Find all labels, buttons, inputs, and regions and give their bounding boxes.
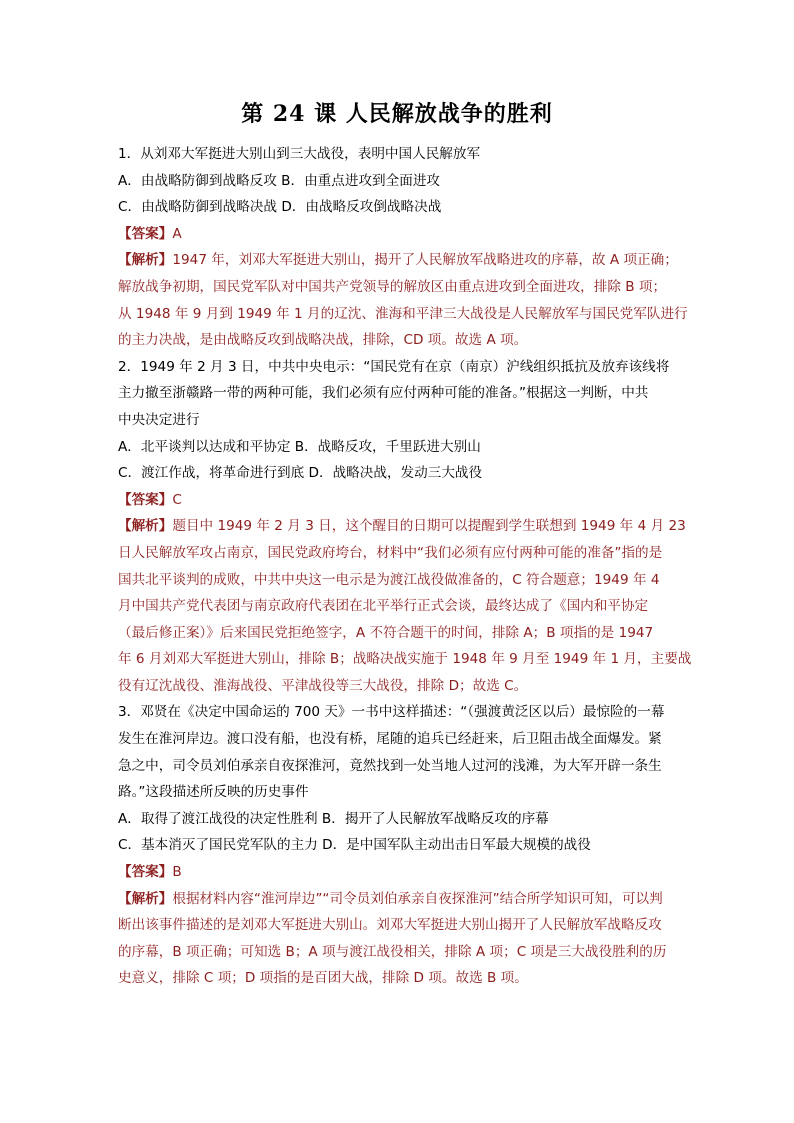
- analysis-line-text: （最后修正案）》后来国民党拒绝签字，A 不符合题干的时间，排除 A；B 项指的是 1947: [118, 624, 654, 641]
- analysis-line: [118, 274, 684, 301]
- question-stem-text: 1．从刘邓大军挺进大别山到三大战役，表明中国人民解放军: [118, 146, 481, 162]
- question-option: [118, 168, 684, 195]
- analysis-line-text: 从 1948 年 9 月到 1949 年 1 月的辽沈、淮海和平津三大战役是人民解放军与国民党军队进行: [118, 305, 688, 322]
- page-title: 第 24 课 人民解放战争的胜利: [241, 101, 553, 127]
- question-option: [118, 806, 684, 833]
- analysis-line: [118, 327, 684, 354]
- answer-tag: 【答案】: [118, 225, 173, 242]
- question-option-text: C．基本消灭了国民党军队的主力 D．是中国军队主动出击日军最大规模的战役: [118, 837, 591, 854]
- answer-value: C: [172, 491, 182, 508]
- question-stem: [118, 380, 684, 407]
- question-stem-text: 主力撤至浙赣路一带的两种可能，我们必须有应付两种可能的准备。”根据这一判断，中共: [118, 385, 649, 402]
- question-stem-text: 3．邓贤在《决定中国命运的 700 天》一书中这样描述：“（强渡黄泛区以后）最惊险的一幕: [118, 704, 665, 721]
- analysis-line: [118, 965, 684, 992]
- question-stem-text: 2．1949 年 2 月 3 日，中共中央电示：“国民党有在京（南京）沪线组织抵抗及放弃该线将: [118, 358, 670, 375]
- analysis-line: [118, 912, 684, 939]
- question-block: [118, 699, 684, 992]
- question-block: [118, 354, 692, 700]
- answer-tag: 【答案】: [118, 491, 173, 508]
- analysis-line: [118, 646, 692, 673]
- analysis-line-text: 的序幕，B 项正确；可知选 B；A 项与渡江战役相关，排除 A 项；C 项是三大战役胜利的历: [118, 943, 667, 960]
- analysis-line: [118, 567, 684, 594]
- question-stem-text: 路。”这段描述所反映的历史事件: [118, 784, 309, 801]
- question-stem-text: 中央决定进行: [118, 411, 200, 428]
- analysis-tag: 【解析】: [118, 890, 173, 907]
- analysis-line-text: 月中国共产党代表团与南京政府代表团在北平举行正式会谈，最终达成了《国内和平协定: [118, 598, 649, 615]
- analysis-line-text: 断出该事件描述的是刘邓大军挺进大别山。刘邓大军挺进大别山揭开了人民解放军战略反攻: [118, 917, 662, 934]
- question-block: [118, 141, 688, 354]
- analysis-line-text: 日人民解放军攻占南京，国民党政府垮台，材料中“我们必须有应付两种可能的准备”指的是: [118, 544, 663, 561]
- question-stem: [118, 699, 684, 726]
- analysis: [118, 513, 684, 540]
- question-option: [118, 832, 684, 859]
- question-stem-text: 急之中，司令员刘伯承亲自夜探淮河，竟然找到一处当地人过河的浅滩，为大军开辟一条生: [118, 757, 662, 774]
- analysis-line-text: 解放战争初期，国民党军队对中国共产党领导的解放区由重点进攻到全面进攻，排除 B 项；: [118, 278, 667, 295]
- analysis-tag: 【解析】: [118, 518, 173, 535]
- analysis-value: 根据材料内容“淮河岸边”“司令员刘伯承亲自夜探淮河”结合所学知识可知，可以判: [172, 890, 663, 907]
- analysis-tag: 【解析】: [118, 252, 173, 269]
- analysis-line: [118, 939, 684, 966]
- answer-value: A: [172, 225, 182, 242]
- analysis-value: 1947 年，刘邓大军挺进大别山，揭开了人民解放军战略进攻的序幕，故 A 项正确；: [172, 252, 678, 269]
- question-option: [118, 460, 684, 487]
- question-stem: [118, 753, 684, 780]
- question-option-text: C．渡江作战，将革命进行到底 D．战略决战，发动三大战役: [118, 465, 483, 482]
- question-option: [118, 434, 684, 461]
- question-stem: [118, 141, 684, 168]
- question-option-text: C．由战略防御到战略决战 D．由战略反攻倒战略决战: [118, 199, 442, 216]
- analysis-line-text: 役有辽沈战役、淮海战役、平津战役等三大战役，排除 D；故选 C。: [118, 677, 528, 694]
- question-option-text: A．取得了渡江战役的决定性胜利 B．揭开了人民解放军战略反攻的序幕: [118, 810, 549, 827]
- analysis: [118, 247, 684, 274]
- analysis-line: [118, 540, 684, 567]
- analysis-line: [118, 593, 684, 620]
- analysis-line: [118, 301, 688, 328]
- answer: [118, 487, 684, 514]
- analysis-line: [118, 620, 684, 647]
- answer: [118, 221, 684, 248]
- question-option: [118, 194, 684, 221]
- answer-tag: 【答案】: [118, 864, 173, 881]
- question-stem: [118, 354, 684, 381]
- analysis-value: 题目中 1949 年 2 月 3 日，这个醒目的日期可以提醒到学生联想到 1949 年 4 月 23: [172, 518, 686, 535]
- question-stem: [118, 407, 684, 434]
- analysis-line-text: 国共北平谈判的成败，中共中央这一电示是为渡江战役做准备的，C 符合题意；1949 年 4: [118, 571, 660, 588]
- answer-value: B: [172, 864, 182, 881]
- analysis: [118, 886, 684, 913]
- analysis-line-text: 史意义，排除 C 项；D 项指的是百团大战，排除 D 项。故选 B 项。: [118, 970, 528, 987]
- answer: [118, 859, 684, 886]
- question-stem: [118, 726, 684, 753]
- analysis-line-text: 年 6 月刘邓大军挺进大别山，排除 B；战略决战实施于 1948 年 9 月至 1949 年 1 月，主要战: [118, 651, 692, 668]
- analysis-line: [118, 673, 684, 700]
- question-option-text: A．北平谈判以达成和平协定 B．战略反攻，千里跃进大别山: [118, 438, 481, 455]
- question-option-text: A．由战略防御到战略反攻 B．由重点进攻到全面进攻: [118, 172, 441, 189]
- question-stem: [118, 779, 684, 806]
- analysis-line-text: 的主力决战，是由战略反攻到战略决战，排除，CD 项。故选 A 项。: [118, 332, 528, 349]
- question-stem-text: 发生在淮河岸边。渡口没有船，也没有桥，尾随的追兵已经赶来，后卫阻击战全面爆发。紧: [118, 731, 662, 748]
- question-list: [118, 141, 692, 992]
